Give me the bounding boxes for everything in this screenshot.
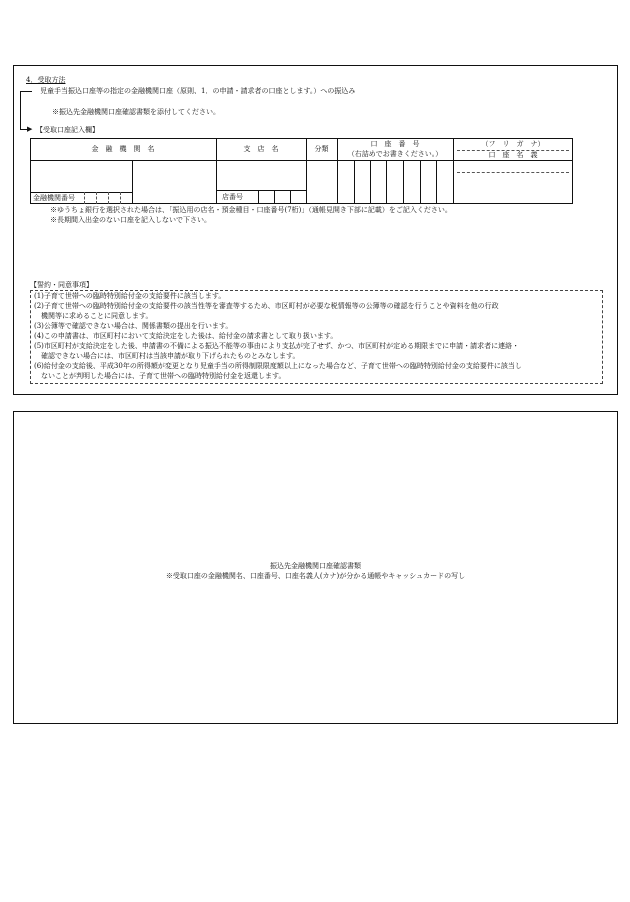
col-category: 分類 — [314, 145, 329, 153]
account-digit-2 — [370, 160, 371, 204]
account-table-header-rule — [30, 160, 573, 161]
consent-line-6: (5)市区町村が支給決定をした後、申請書の不備による振込不能等の事由により支払が完了せず、かつ、市区町村が定める期限までに申請・請求者に連絡・ — [34, 342, 520, 350]
col-account-number: 口 座 番 号 — [370, 140, 420, 148]
attachment-title: 振込先金融機関口座確認書類 — [270, 562, 361, 570]
col-account-number-sub: （右詰めでお書きください。） — [347, 150, 443, 158]
col-bank-name: 金 融 機 関 名 — [91, 145, 155, 153]
branch-code-rule — [216, 190, 306, 191]
account-digit-5 — [420, 160, 421, 204]
col-branch-name: 支 店 名 — [243, 145, 279, 153]
col-account-holder: 口 座 名 義 — [488, 151, 538, 159]
attachment-note: ※受取口座の金融機関名、口座番号、口座名義人(カナ)が分かる通帳やキャッシュカードの写し — [165, 572, 466, 580]
consent-line-7: 確認できない場合には、市区町村は当該申請が取り下げられたものとみなします。 — [34, 352, 300, 360]
consent-title: 【誓約・同意事項】 — [30, 281, 93, 289]
connector-top — [20, 91, 32, 92]
section-heading: 4．受取方法 — [26, 76, 66, 84]
bank-code-box-2 — [96, 192, 97, 204]
bank-code-box-1 — [84, 192, 85, 204]
attach-note: ※振込先金融機関口座確認書類を添付してください。 — [52, 108, 220, 116]
branch-code-box-1 — [258, 190, 259, 204]
account-digit-1 — [354, 160, 355, 204]
consent-line-2: (2)子育て世帯への臨時特別給付金の支給要件の該当性等を審査等するため、市区町村が必要な税情報等の公簿等の確認を行うことや資料を他の行政 — [34, 302, 499, 310]
connector-vertical — [20, 91, 21, 129]
consent-line-9: ないことが判明した場合には、子育て世帯への臨時特別給付金を返還します。 — [34, 372, 286, 380]
holder-kana-rule — [457, 172, 569, 173]
branch-code-box-3 — [290, 190, 291, 204]
method-line: 児童手当振込口座等の指定の金融機関口座（原則、1．の申請・請求者の口座とします。）への振込み — [40, 87, 356, 95]
consent-line-5: (4)この申請書は、市区町村において支給決定をした後は、給付金の請求書として取り扱います。 — [34, 332, 338, 340]
connector-arrow-icon: ▶ — [27, 125, 33, 133]
consent-line-8: (6)給付金の支給後、平成30年の所得額が変更となり児童手当の所得制限限度額以上になった場合など、子育て世帯への臨時特別給付金の支給要件に該当し — [34, 362, 522, 370]
branch-code-box-2 — [274, 190, 275, 204]
account-digit-6 — [436, 160, 437, 204]
account-digit-3 — [386, 160, 387, 204]
bank-code-rule — [30, 192, 132, 193]
bank-inner-divider — [132, 160, 133, 204]
bank-code-box-3 — [108, 192, 109, 204]
bank-code-box-4 — [120, 192, 121, 204]
consent-line-3: 機関等に求めることに同意します。 — [34, 312, 153, 320]
note-inactive-account: ※長期間入出金のない口座を記入しないで下さい。 — [50, 216, 211, 224]
note-yucho: ※ゆうちょ銀行を選択された場合は、「振込用の店名・預金種目・口座番号(7桁)」（通帳見開き下部に記載）をご記入ください。 — [50, 206, 452, 214]
bank-code-label: 金融機関番号 — [33, 194, 75, 202]
consent-line-4: (3)公簿等で確認できない場合は、関係書類の提出を行います。 — [34, 322, 233, 330]
account-digit-4 — [403, 160, 404, 204]
account-form-title: 【受取口座記入欄】 — [36, 126, 99, 134]
branch-code-label: 店番号 — [222, 193, 243, 201]
col-furigana: （フ リ ガ ナ） — [481, 140, 545, 148]
consent-line-1: (1)子育て世帯への臨時特別給付金の支給要件に該当します。 — [34, 292, 226, 300]
